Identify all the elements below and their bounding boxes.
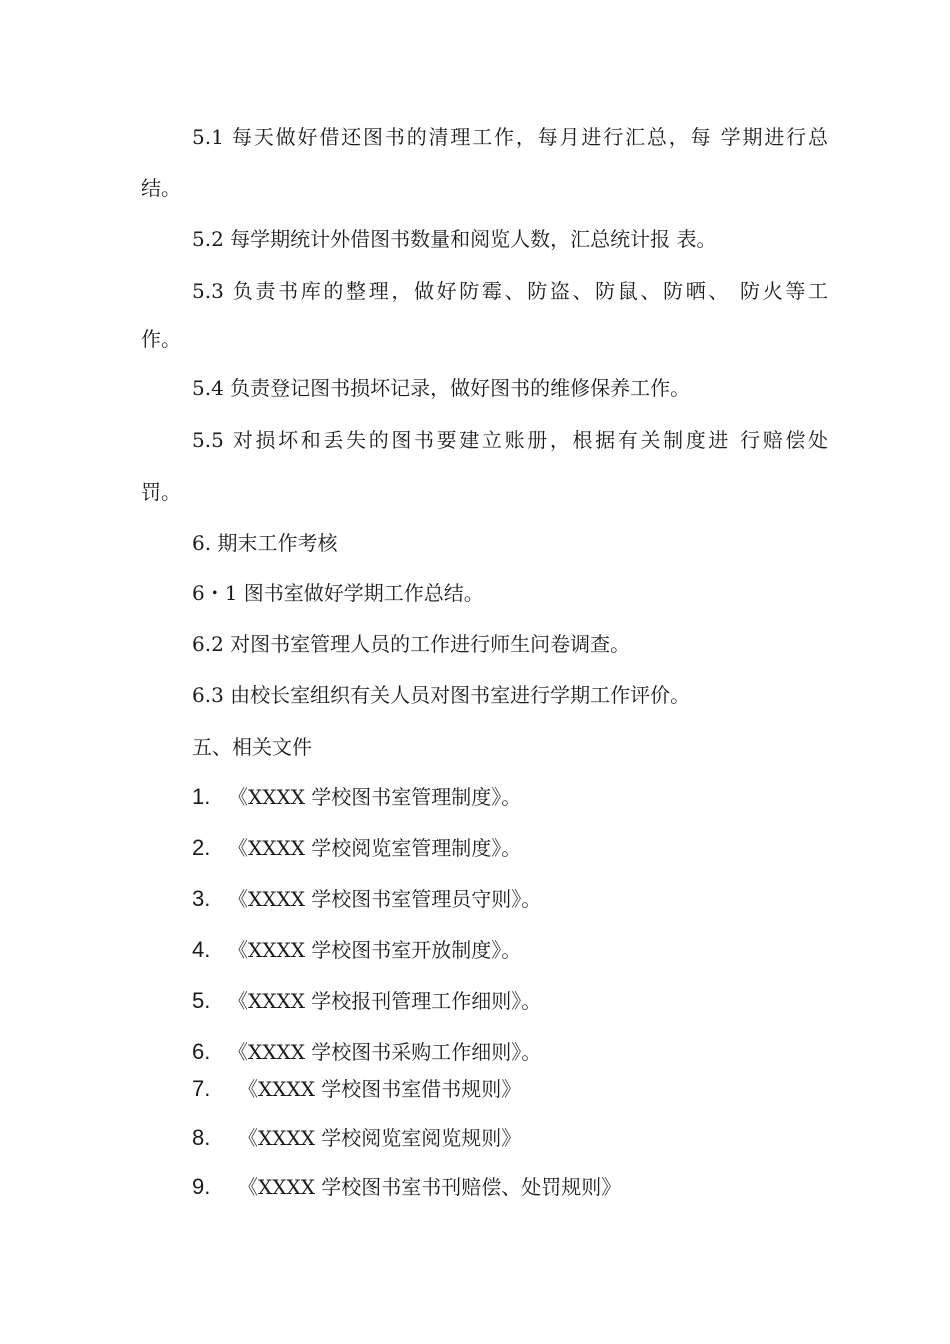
- list-item-title: 《XXXX 学校图书室管理制度》。: [228, 785, 522, 809]
- list-item-title: 《XXXX 学校图书室开放制度》。: [228, 938, 522, 962]
- paragraph-6-1: 6・1 图书室做好学期工作总结。: [192, 581, 484, 605]
- list-number: 2.: [192, 835, 211, 860]
- list-number: 4.: [192, 937, 211, 962]
- list-item-title: 《XXXX 学校阅览室管理制度》。: [228, 836, 522, 860]
- list-number: 3.: [192, 886, 211, 911]
- list-item-title: 《XXXX 学校图书室借书规则》: [238, 1077, 522, 1101]
- paragraph-5-5-text: 5.5 对损坏和丢失的图书要建立账册，根据有关制度进 行赔偿处: [192, 428, 828, 452]
- paragraph-5-3-line-1: [192, 279, 828, 303]
- list-item-title: 《XXXX 学校图书室书刊赔偿、处罚规则》: [238, 1175, 622, 1199]
- list-number: 6.: [192, 1039, 211, 1064]
- paragraph-5-2: 5.2 每学期统计外借图书数量和阅览人数，汇总统计报 表。: [192, 227, 717, 251]
- paragraph-5-5-line-2: 罚。: [141, 480, 181, 504]
- paragraph-5-4: 5.4 负责登记图书损坏记录，做好图书的维修保养工作。: [192, 376, 691, 400]
- list-number: 7.: [192, 1076, 211, 1101]
- section-6-heading: 6. 期末工作考核: [192, 531, 338, 555]
- paragraph-5-5-line-1: [192, 428, 828, 452]
- paragraph-5-1-line-1: [192, 125, 828, 149]
- list-item-title: 《XXXX 学校图书采购工作细则》。: [228, 1040, 542, 1064]
- list-item-title: 《XXXX 学校报刊管理工作细则》。: [228, 989, 542, 1013]
- list-number: 5.: [192, 988, 211, 1013]
- list-item-title: 《XXXX 学校阅览室阅览规则》: [238, 1126, 522, 1150]
- list-number: 1.: [192, 784, 211, 809]
- paragraph-5-3-line-2: 作。: [141, 327, 181, 351]
- paragraph-5-1-text: 5.1 每天做好借还图书的清理工作，每月进行汇总，每 学期进行总: [192, 125, 828, 149]
- list-number: 9.: [192, 1174, 211, 1199]
- list-number: 8.: [192, 1125, 211, 1150]
- paragraph-6-2: 6.2 对图书室管理人员的工作进行师生问卷调查。: [192, 632, 631, 656]
- paragraph-6-3: 6.3 由校长室组织有关人员对图书室进行学期工作评价。: [192, 683, 691, 707]
- paragraph-5-1-line-2: 结。: [141, 176, 181, 200]
- section-5-heading: 五、相关文件: [192, 735, 312, 759]
- paragraph-5-3-text: 5.3 负责书库的整理，做好防霉、防盗、防鼠、防晒、 防火等工: [192, 279, 828, 303]
- list-item-title: 《XXXX 学校图书室管理员守则》。: [228, 887, 542, 911]
